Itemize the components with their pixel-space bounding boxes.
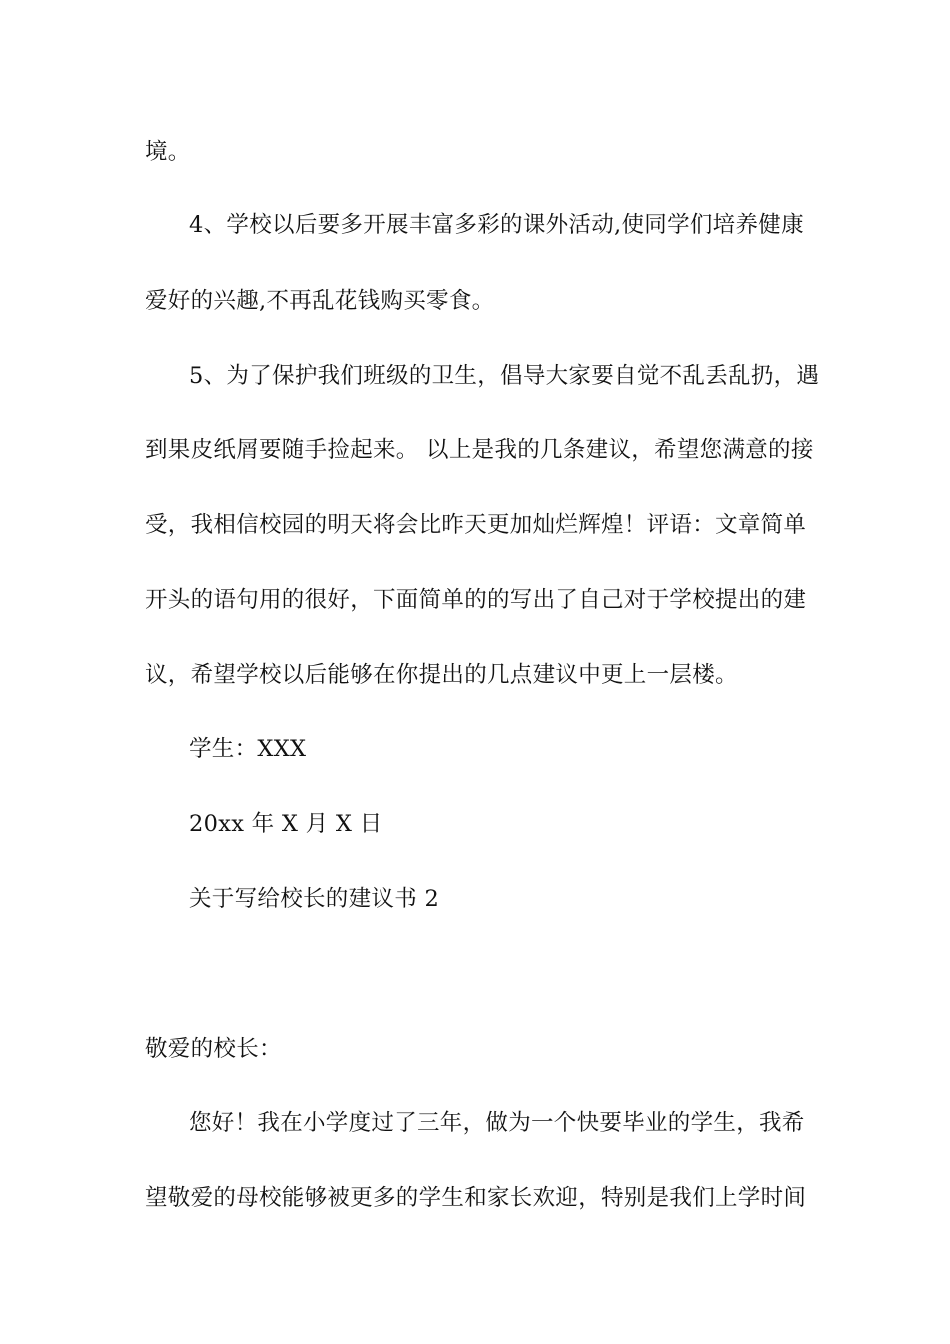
paragraph-line: 境。 <box>145 139 191 165</box>
paragraph-line: 5、为了保护我们班级的卫生，倡导大家要自觉不乱丢乱扔，遇 <box>189 363 820 389</box>
paragraph-line: 到果皮纸屑要随手捡起来。 以上是我的几条建议，希望您满意的接 <box>145 437 814 463</box>
signature-student: 学生：XXX <box>189 736 307 762</box>
salutation: 敬爱的校长： <box>145 1036 282 1062</box>
section-title: 关于写给校长的建议书 2 <box>189 886 440 912</box>
paragraph-line: 望敬爱的母校能够被更多的学生和家长欢迎，特别是我们上学时间 <box>145 1185 807 1211</box>
signature-date: 20xx 年 X 月 X 日 <box>189 811 383 837</box>
paragraph-line: 议，希望学校以后能够在你提出的几点建议中更上一层楼。 <box>145 662 738 688</box>
paragraph-line: 爱好的兴趣,不再乱花钱购买零食。 <box>145 288 495 314</box>
paragraph-line: 开头的语句用的很好，下面简单的的写出了自己对于学校提出的建 <box>145 587 807 613</box>
paragraph-line: 您好！我在小学度过了三年，做为一个快要毕业的学生，我希 <box>189 1110 805 1136</box>
paragraph-line: 受，我相信校园的明天将会比昨天更加灿烂辉煌！评语：文章简单 <box>145 512 807 538</box>
paragraph-line: 4、学校以后要多开展丰富多彩的课外活动,使同学们培养健康 <box>189 212 804 238</box>
